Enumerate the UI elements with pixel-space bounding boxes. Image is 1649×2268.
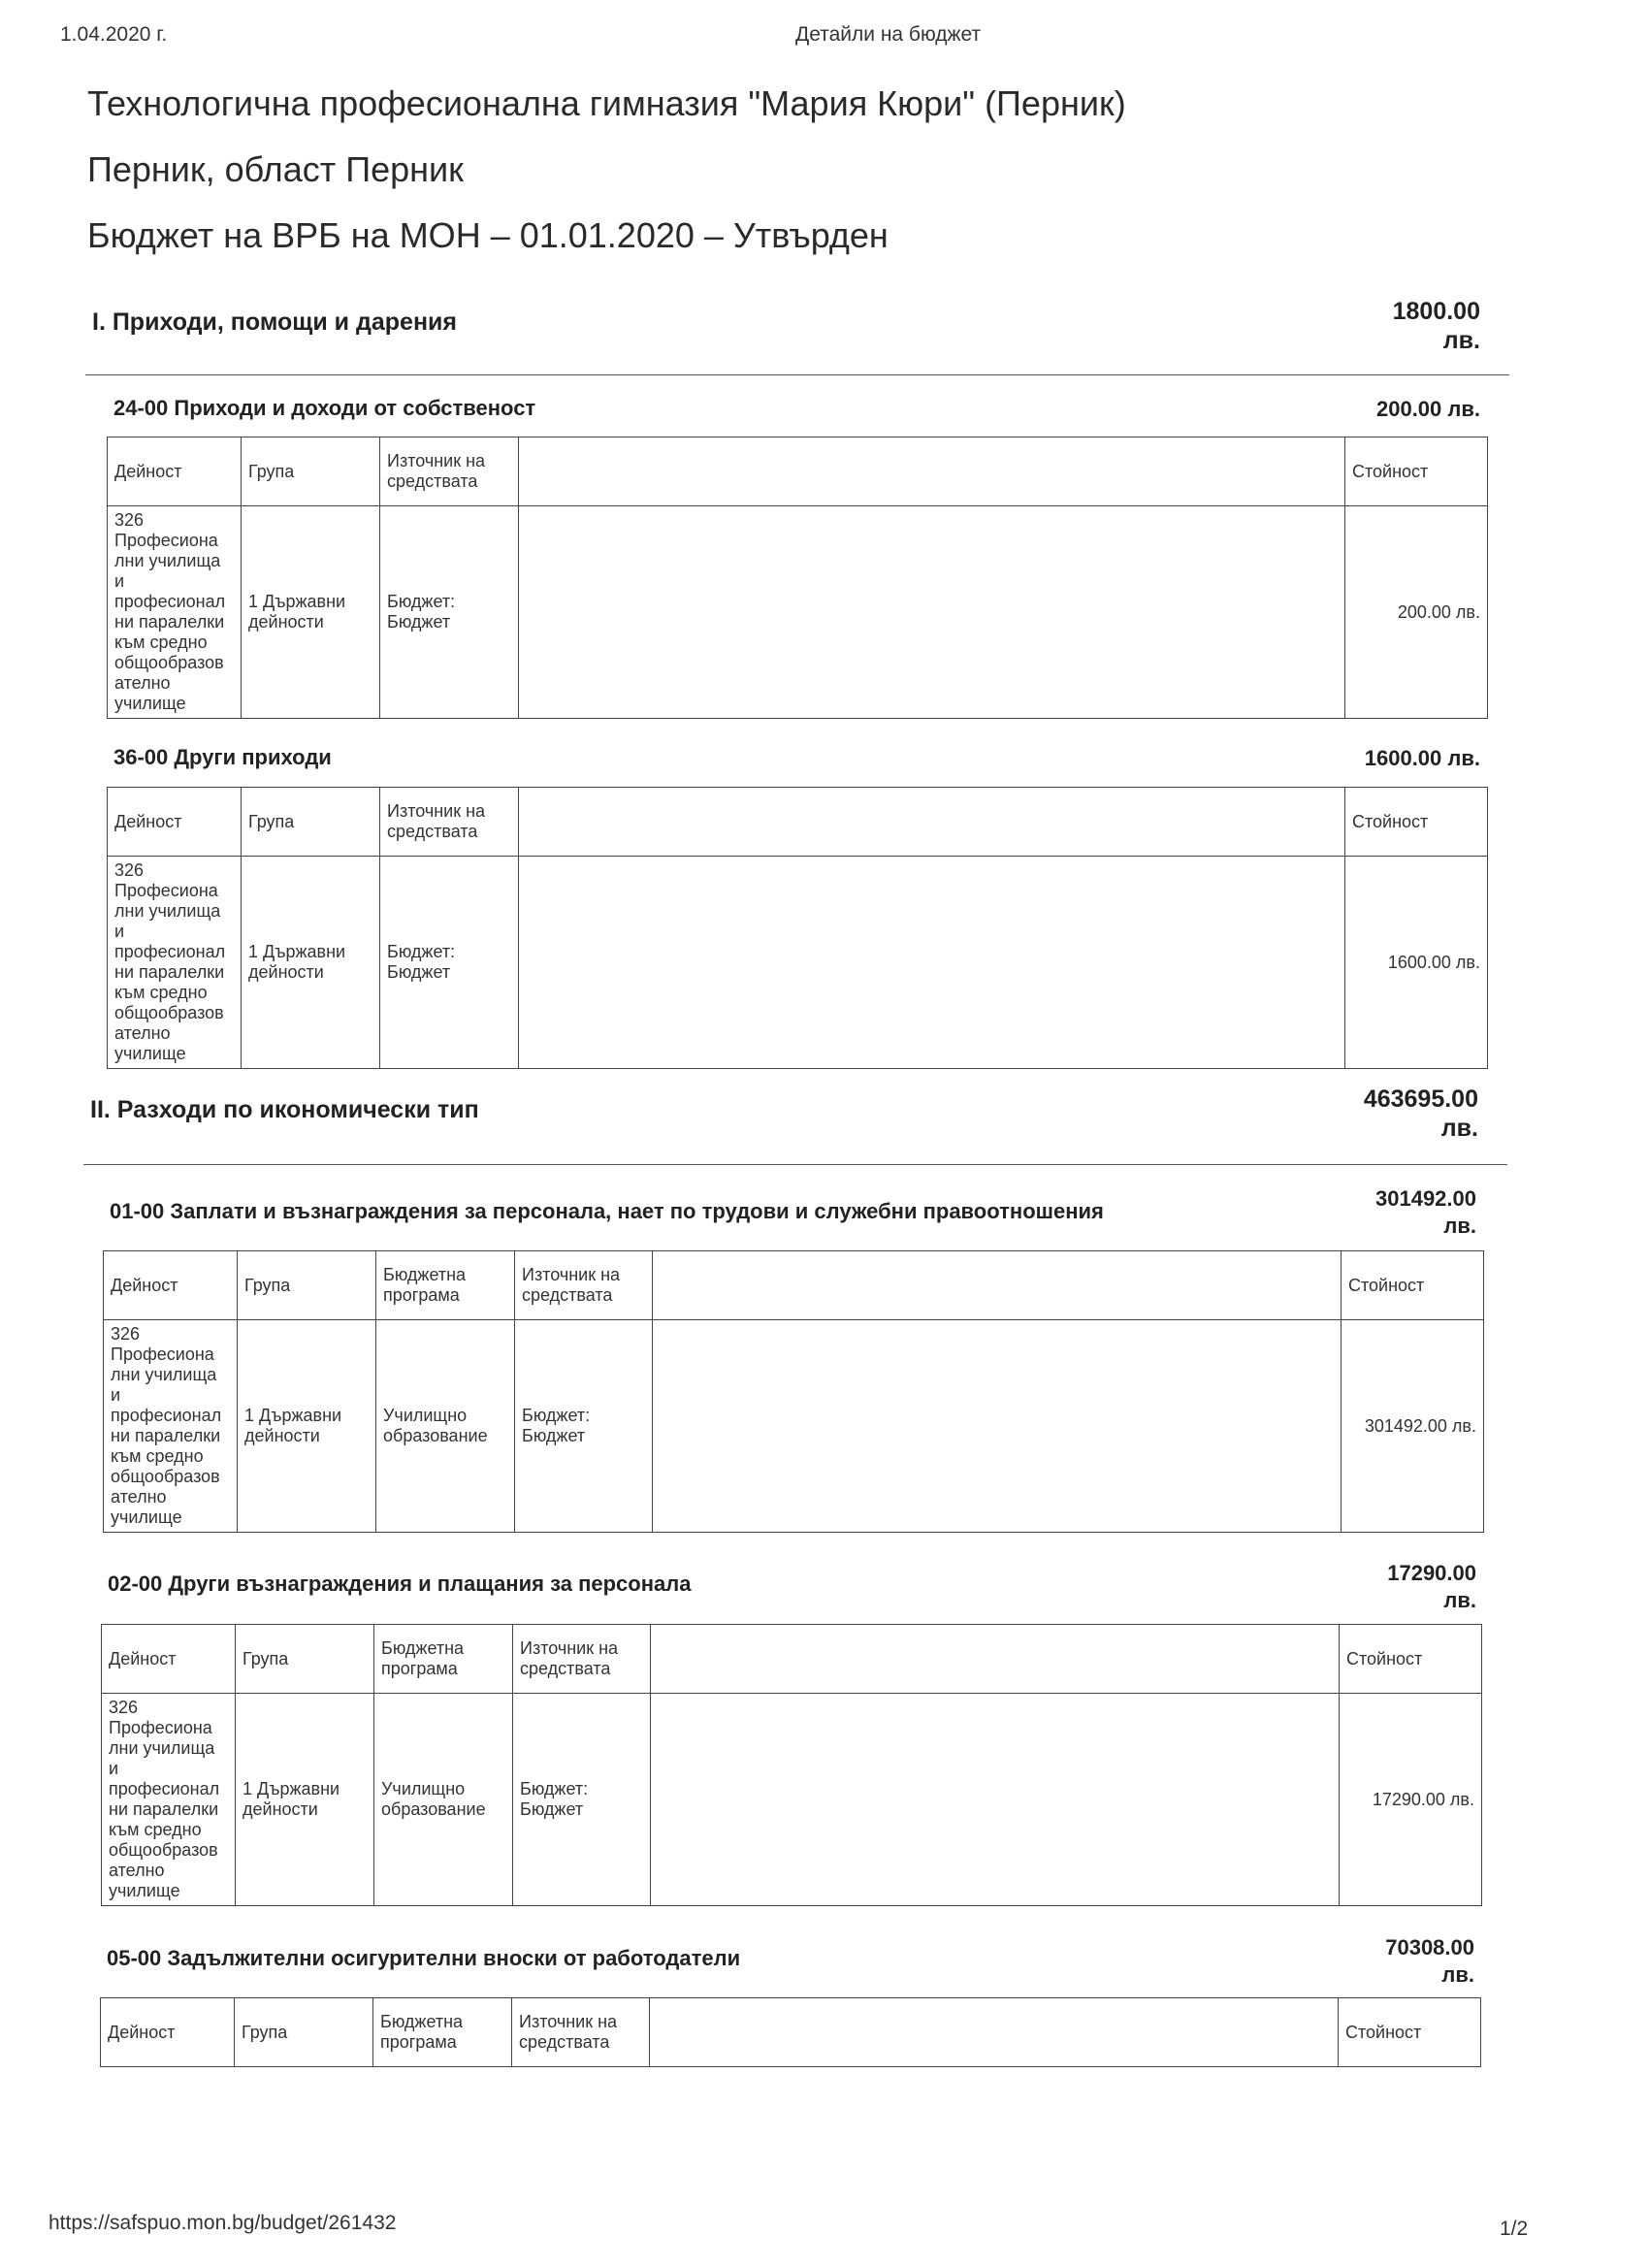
section-expenses-title: II. Разходи по икономически тип [90, 1096, 479, 1123]
section-divider [83, 1164, 1507, 1165]
cell-empty [519, 506, 1345, 719]
print-date: 1.04.2020 г. [60, 23, 168, 46]
cell-activity: 326 Професиона лни училища и професионал ни паралелки към средно общообразов ателно училище [108, 506, 242, 719]
col-source: Източник на средствата [512, 1998, 650, 2067]
col-activity: Дейност [101, 1998, 235, 2067]
table-row [108, 857, 1488, 1069]
subsection-amount: 17290.00 лв. [1387, 1561, 1476, 1612]
print-title: Детайли на бюджет [795, 23, 982, 46]
cell-source: Бюджет: Бюджет [515, 1320, 653, 1533]
table-row [104, 1320, 1484, 1533]
table-row [102, 1694, 1482, 1906]
cell-source: Бюджет: Бюджет [380, 506, 519, 719]
cell-empty [519, 857, 1345, 1069]
section-expenses-amount: 463695.00 лв. [1363, 1085, 1478, 1142]
col-activity: Дейност [104, 1251, 238, 1320]
subsection-amount: 70308.00 лв. [1385, 1935, 1474, 1987]
col-group: Група [242, 437, 380, 506]
subsection-title: 05-00 Задължителни осигурителни вноски от работодатели [107, 1946, 741, 1970]
col-group: Група [235, 1998, 373, 2067]
cell-source: Бюджет: Бюджет [380, 857, 519, 1069]
subsection-title: 02-00 Други възнаграждения и плащания за персонала [108, 1571, 692, 1596]
page-url: https://safspuo.mon.bg/budget/261432 [48, 2212, 397, 2234]
cell-source: Бюджет: Бюджет [513, 1694, 651, 1906]
col-source: Източник на средствата [380, 788, 519, 857]
col-value: Стойност [1345, 788, 1488, 857]
cell-value: 1600.00 лв. [1345, 857, 1488, 1069]
table-header-row [101, 1998, 1481, 2067]
subsection-title: 01-00 Заплати и възнаграждения за персонала, нает по трудови и служебни правоотношения [110, 1199, 1104, 1223]
budget-table [103, 1250, 1484, 1533]
cell-program: Училищно образование [374, 1694, 513, 1906]
cell-empty [653, 1320, 1342, 1533]
cell-empty [651, 1694, 1340, 1906]
table-header-row [104, 1251, 1484, 1320]
subsection-title: 36-00 Други приходи [113, 745, 332, 769]
col-source: Източник на средствата [380, 437, 519, 506]
section-income-amount: 1800.00 лв. [1392, 298, 1480, 354]
col-source: Източник на средствата [515, 1251, 653, 1320]
school-location: Перник, област Перник [87, 149, 464, 189]
budget-table [101, 1624, 1482, 1906]
col-activity: Дейност [102, 1625, 236, 1694]
cell-group: 1 Държавни дейности [236, 1694, 374, 1906]
cell-group: 1 Държавни дейности [242, 857, 380, 1069]
table-header-row [102, 1625, 1482, 1694]
col-group: Група [238, 1251, 376, 1320]
budget-table [100, 1997, 1481, 2067]
table-header-row [108, 788, 1488, 857]
subsection-amount: 200.00 лв. [1375, 397, 1480, 421]
subsection-title: 24-00 Приходи и доходи от собственост [113, 396, 536, 420]
section-income-title: I. Приходи, помощи и дарения [92, 308, 458, 336]
cell-activity: 326 Професиона лни училища и професионал ни паралелки към средно общообразов ателно училище [102, 1694, 236, 1906]
col-program: Бюджетна програма [373, 1998, 512, 2067]
col-value: Стойност [1342, 1251, 1484, 1320]
col-group: Група [236, 1625, 374, 1694]
table-row [108, 506, 1488, 719]
col-source: Източник на средствата [513, 1625, 651, 1694]
section-divider [85, 374, 1509, 375]
budget-title: Бюджет на ВРБ на МОН – 01.01.2020 – Утвърден [87, 215, 889, 255]
col-activity: Дейност [108, 437, 242, 506]
col-empty [653, 1251, 1342, 1320]
cell-program: Училищно образование [376, 1320, 515, 1533]
col-group: Група [242, 788, 380, 857]
col-program: Бюджетна програма [374, 1625, 513, 1694]
cell-activity: 326 Професиона лни училища и професионал ни паралелки към средно общообразов ателно училище [108, 857, 242, 1069]
subsection-amount: 301492.00 лв. [1375, 1186, 1476, 1238]
col-activity: Дейност [108, 788, 242, 857]
col-program: Бюджетна програма [376, 1251, 515, 1320]
cell-group: 1 Държавни дейности [242, 506, 380, 719]
cell-value: 200.00 лв. [1345, 506, 1488, 719]
cell-activity: 326 Професиона лни училища и професионал ни паралелки към средно общообразов ателно училище [104, 1320, 238, 1533]
page-number: 1/2 [1500, 2218, 1529, 2240]
school-name: Технологична професионална гимназия "Мария Кюри" (Перник) [87, 83, 1126, 123]
cell-value: 17290.00 лв. [1340, 1694, 1482, 1906]
col-empty [650, 1998, 1339, 2067]
col-empty [651, 1625, 1340, 1694]
budget-table [107, 437, 1488, 719]
col-empty [519, 788, 1345, 857]
subsection-amount: 1600.00 лв. [1364, 746, 1480, 770]
cell-group: 1 Държавни дейности [238, 1320, 376, 1533]
col-value: Стойност [1340, 1625, 1482, 1694]
col-value: Стойност [1339, 1998, 1481, 2067]
cell-value: 301492.00 лв. [1342, 1320, 1484, 1533]
col-empty [519, 437, 1345, 506]
budget-table [107, 787, 1488, 1069]
col-value: Стойност [1345, 437, 1488, 506]
table-header-row [108, 437, 1488, 506]
